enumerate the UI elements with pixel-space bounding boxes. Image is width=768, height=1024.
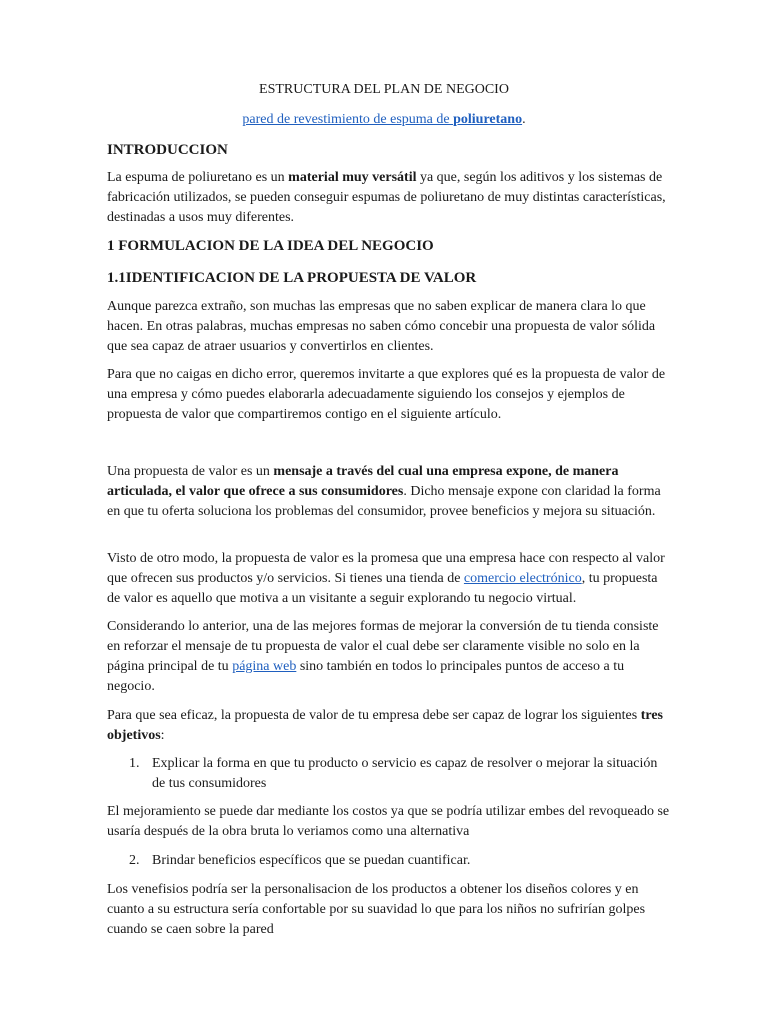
list-item (107, 851, 672, 871)
p7-text-bold: tres objetivos (107, 708, 664, 743)
intro-text-a: La espuma de poliuretano es un (107, 170, 289, 185)
p7-text-a: Para que sea eficaz, la propuesta de valor de tu empresa debe ser capaz de lograr los siguientes (107, 708, 641, 723)
paragraph-4 (107, 462, 672, 522)
section-heading-1: 1 FORMULACION DE LA IDEA DEL NEGOCIO (107, 238, 434, 254)
list-item-number: 2. (129, 853, 140, 868)
paragraph-8: El mejoramiento se puede dar mediante los costos ya que se podría utilizar embes del revoqueado se usaría después de la obra bruta lo veriamos como una alternativa (107, 804, 670, 839)
subtitle-link[interactable] (242, 112, 522, 127)
document-title: ESTRUCTURA DEL PLAN DE NEGOCIO (259, 82, 509, 97)
list-item-number: 1. (129, 756, 140, 771)
paragraph-3: Para que no caigas en dicho error, queremos invitarte a que explores qué es la propuesta de valor de una empresa y cómo puedes elaborarla adecuadamente siguiendo los consejos y ejemplos de propuesta de valor que compartiremos contigo en el siguiente artículo. (107, 367, 666, 422)
list-item (107, 754, 672, 794)
paragraph-5 (107, 549, 672, 609)
paragraph-6 (107, 617, 672, 697)
list-item-text: Explicar la forma en que tu producto o servicio es capaz de resolver o mejorar la situación de tus consumidores (152, 756, 658, 791)
p7-text-c: : (160, 728, 165, 743)
link-pagina-web[interactable]: página web (232, 659, 297, 674)
p4-text-bold: mensaje a través del cual una empresa expone, de manera articulada, el valor que ofrece a sus consumidores (107, 464, 619, 499)
p4-text-c: . Dicho mensaje expone con claridad la forma en que tu oferta soluciona los problemas del consumidor, provee beneficios y mejora su situación. (107, 484, 661, 519)
subtitle-link-bold: poliuretano (453, 112, 523, 127)
p5-text-c: , tu propuesta de valor es aquello que motiva a un visitante a seguir explorando tu negocio virtual. (107, 571, 658, 606)
intro-text-c: ya que, según los aditivos y los sistemas de fabricación utilizados, se pueden conseguir espumas de poliuretano de muy distintas características, destinadas a usos muy diferentes. (107, 170, 666, 225)
p5-text-a: Visto de otro modo, la propuesta de valor es la promesa que una empresa hace con respecto al valor que ofrecen sus productos y/o servicios. Si tienes una tienda de (107, 551, 665, 586)
numbered-list-1 (107, 754, 672, 794)
list-item-text: Brindar beneficios específicos que se puedan cuantificar. (152, 853, 471, 868)
p4-text-a: Una propuesta de valor es un (107, 464, 274, 479)
intro-paragraph (107, 168, 672, 228)
p6-text-a: Considerando lo anterior, una de las mejores formas de mejorar la conversión de tu tienda consiste en reforzar el mensaje de tu propuesta de valor el cual debe ser claramente visible no solo en la página principal de tu (107, 619, 659, 674)
p6-text-c: sino también en todos lo principales puntos de acceso a tu negocio. (107, 659, 625, 694)
intro-heading: INTRODUCCION (107, 142, 228, 158)
paragraph-2: Aunque parezca extraño, son muchas las empresas que no saben explicar de manera clara lo que hacen. En otras palabras, muchas empresas no saben cómo concebir una propuesta de valor sólida que sea capaz de atraer usuarios y convertirlos en clientes. (107, 299, 656, 354)
link-comercio-electronico[interactable]: comercio electrónico (463, 571, 582, 586)
subtitle-link-text: pared de revestimiento de espuma de (242, 112, 454, 127)
numbered-list-2 (107, 851, 672, 871)
paragraph-9: Los venefisios podría ser la personalisacion de los productos a obtener los diseños colores y en cuanto a su estructura sería confortable por su suavidad lo que para los niños no sufrirían golpes cuando se caen sobre la pared (107, 882, 646, 937)
section-heading-1-1: 1.1IDENTIFICACION DE LA PROPUESTA DE VALOR (107, 270, 477, 286)
document-subtitle (0, 110, 768, 130)
intro-text-bold: material muy versátil (288, 170, 417, 185)
subtitle-period: . (522, 112, 526, 127)
paragraph-7 (107, 706, 672, 746)
